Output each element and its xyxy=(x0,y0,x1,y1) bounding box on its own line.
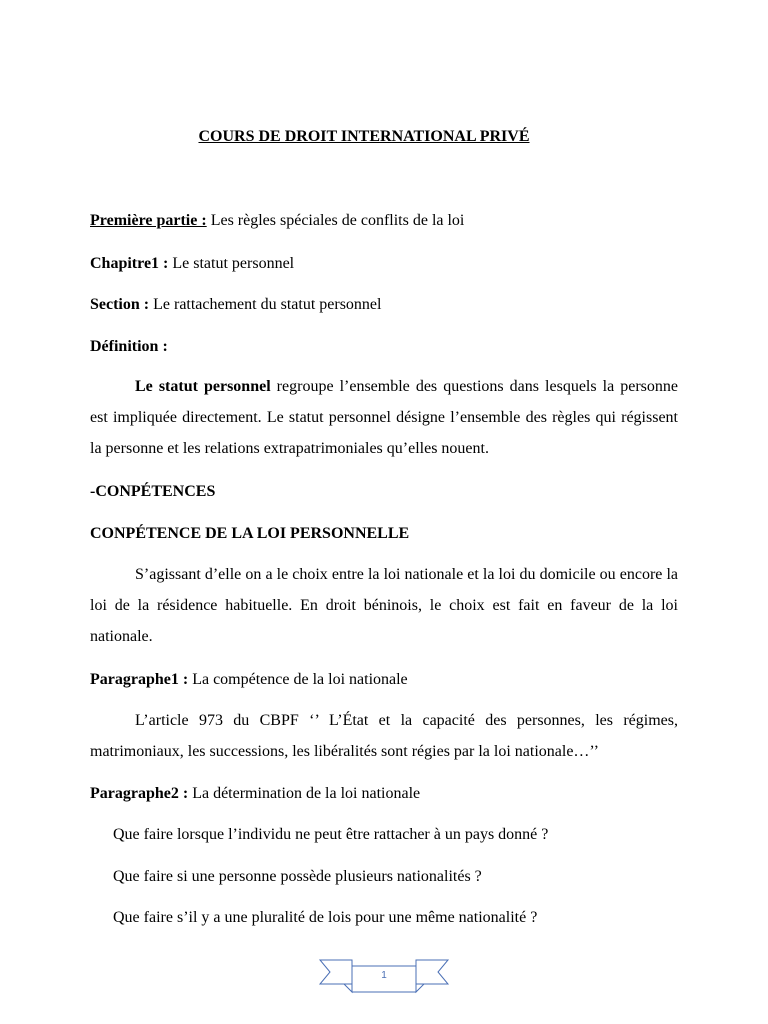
section-label: Section : xyxy=(90,296,150,313)
chapitre-text: Le statut personnel xyxy=(168,255,295,272)
competence-loi-heading: CONPÉTENCE DE LA LOI PERSONNELLE xyxy=(90,525,410,542)
definition-label: Définition : xyxy=(90,338,168,355)
document-title: COURS DE DROIT INTERNATIONAL PRIVÉ xyxy=(198,128,530,145)
article-paragraph: L’article 973 du CBPF ‘’ L’État et la capacité des personnes, les régimes, matrimoniaux, les successions, les libéralités sont régies par la loi nationale…’’ xyxy=(90,712,678,760)
paragraphe1-line xyxy=(90,670,678,690)
chapitre-line xyxy=(90,254,678,274)
page-number: 1 xyxy=(381,970,387,981)
partie-label: Première partie : xyxy=(90,212,207,229)
chapitre-label: Chapitre1 : xyxy=(90,255,169,272)
paragraphe1-text: La compétence de la loi nationale xyxy=(188,671,408,688)
definition-term: Le statut personnel xyxy=(135,378,271,395)
paragraphe2-label: Paragraphe2 : xyxy=(90,785,189,802)
paragraphe2-line xyxy=(90,784,678,804)
question-item: Que faire s’il y a une pluralité de lois pour une même nationalité ? xyxy=(113,909,538,926)
competence-paragraph: S’agissant d’elle on a le choix entre la loi nationale et la loi du domicile ou encore la loi de la résidence habituelle. En droit béninois, le choix est fait en faveur de la loi nationale. xyxy=(90,566,678,645)
definition-paragraph xyxy=(90,371,678,464)
competences-heading: -CONPÉTENCES xyxy=(90,483,216,500)
question-item: Que faire si une personne possède plusieurs nationalités ? xyxy=(113,868,482,885)
partie-line xyxy=(90,211,678,231)
question-item: Que faire lorsque l’individu ne peut être rattacher à un pays donné ? xyxy=(113,826,549,843)
section-line xyxy=(90,295,678,315)
paragraphe1-label: Paragraphe1 : xyxy=(90,671,189,688)
page-number-ribbon xyxy=(318,956,450,998)
section-text: Le rattachement du statut personnel xyxy=(149,296,382,313)
paragraphe2-text: La détermination de la loi nationale xyxy=(188,785,421,802)
partie-text: Les règles spéciales de conflits de la loi xyxy=(206,212,465,229)
definition-text: regroupe l’ensemble des questions dans lesquels la personne est impliquée directement. Le statut personnel désigne l’ensemble des règles qui régissent la personne et les relations extrapatrimoniales qu’elles nouent. xyxy=(90,378,678,457)
